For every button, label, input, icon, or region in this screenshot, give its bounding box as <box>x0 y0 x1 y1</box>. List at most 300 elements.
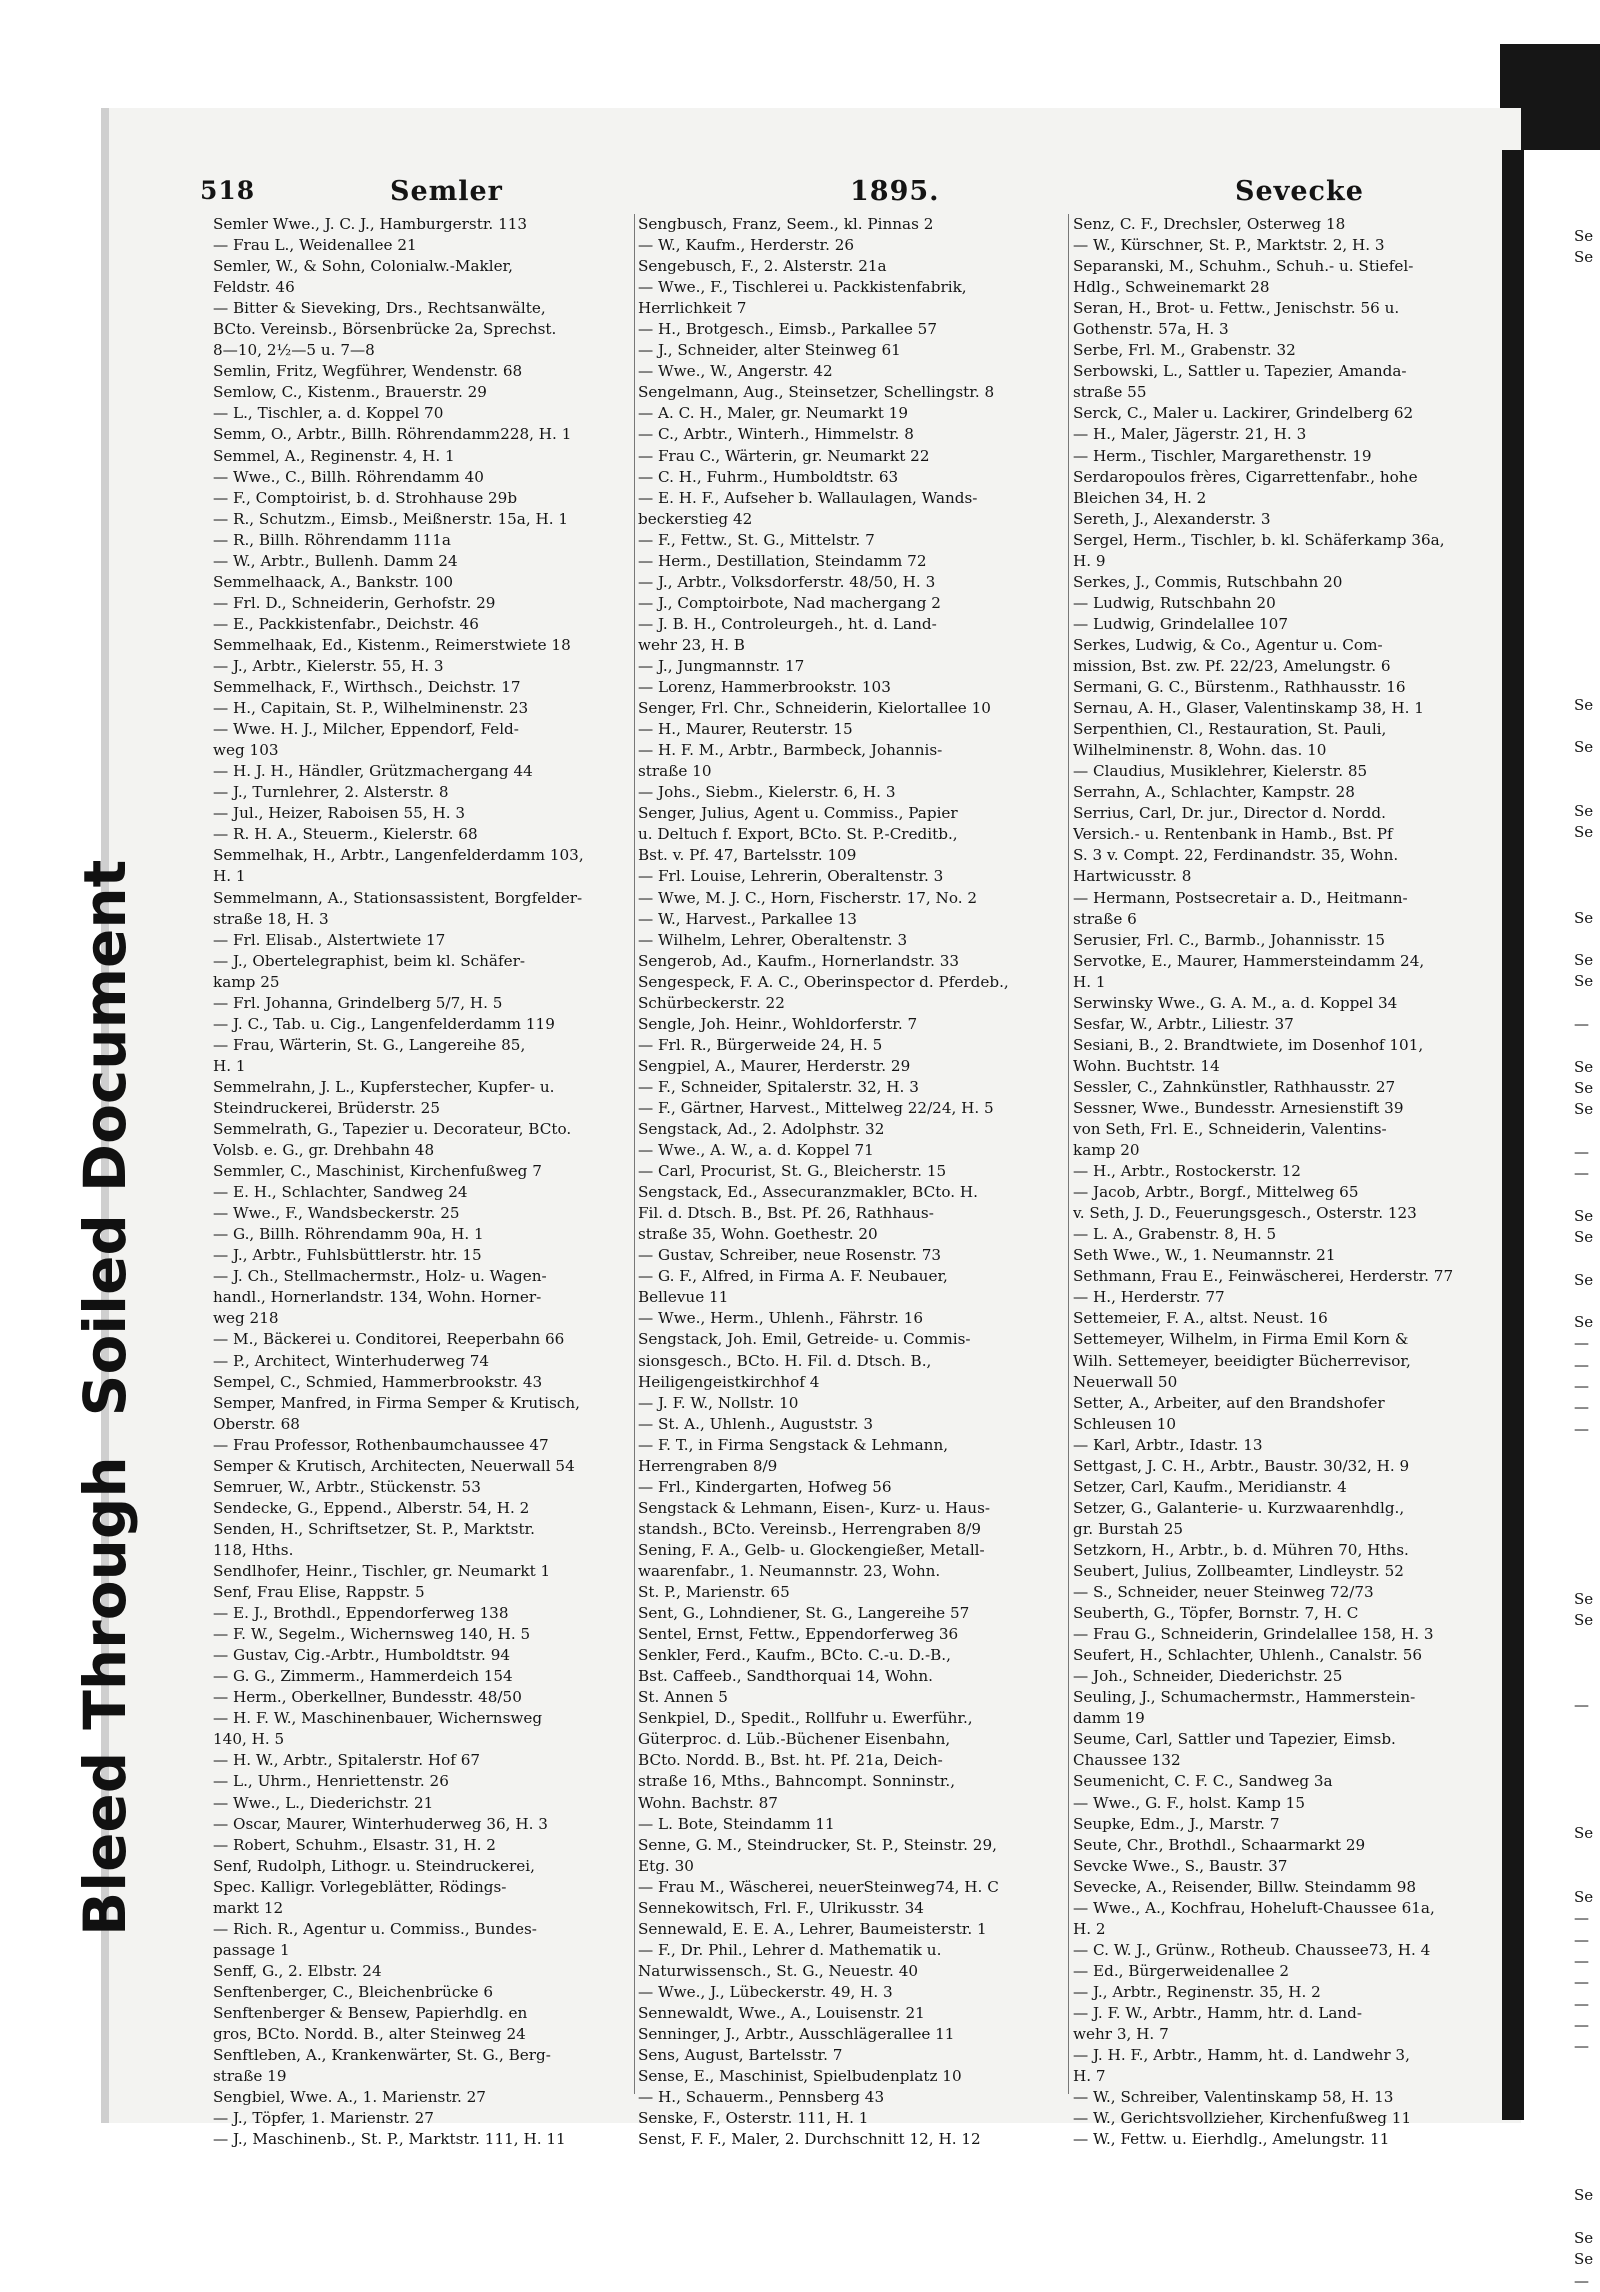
directory-entry-line: Seupke, Edm., J., Marstr. 7 <box>1073 1814 1280 1833</box>
directory-entry-line: Wilhelminenstr. 8, Wohn. das. 10 <box>1073 741 1327 760</box>
directory-entry-line: Sengbusch, Franz, Seem., kl. Pinnas 2 <box>638 215 934 233</box>
directory-entry-line: — P., Architect, Winterhuderweg 74 <box>213 1351 490 1370</box>
directory-entry-line: Schürbeckerstr. 22 <box>638 993 785 1012</box>
directory-entry-line: — H. J. H., Händler, Grützmachergang 44 <box>213 762 533 781</box>
header-first-entry: Semler <box>390 176 503 207</box>
directory-entry-line: Sergel, Herm., Tischler, b. kl. Schäferkamp 36a, <box>1073 530 1445 549</box>
directory-entry-line: Herrengraben 8/9 <box>638 1456 778 1475</box>
directory-entry-line: — Wwe., J., Lübeckerstr. 49, H. 3 <box>638 1982 893 2001</box>
directory-entry-line: markt 12 <box>213 1898 284 1917</box>
directory-entry-line: — Jacob, Arbtr., Borgf., Mittelweg 65 <box>1073 1183 1359 1202</box>
directory-entry-line: Serkes, Ludwig, & Co., Agentur u. Com- <box>1073 635 1383 654</box>
fragment-line <box>1574 609 1600 630</box>
fragment-line <box>1574 1738 1600 1759</box>
directory-entry-line: Semmelmann, A., Stationsassistent, Borgfelder- <box>213 888 583 907</box>
fragment-line <box>1574 1866 1600 1887</box>
fragment-line <box>1574 460 1600 481</box>
fragment-line: — <box>1574 2271 1589 2290</box>
fragment-line <box>1574 524 1600 545</box>
directory-entry-line: von Seth, Frl. E., Schneiderin, Valentins- <box>1073 1120 1387 1139</box>
fragment-line: — <box>1574 1377 1589 1396</box>
directory-entry-line: straße 10 <box>638 762 712 781</box>
directory-entry-line: — F., Gärtner, Harvest., Mittelweg 22/24, H. 5 <box>638 1098 994 1117</box>
directory-entry-line: Sendlhofer, Heinr., Tischler, gr. Neumarkt 1 <box>213 1562 551 1580</box>
directory-entry-line: kamp 25 <box>213 972 280 991</box>
directory-entry-line: Seute, Chr., Brothdl., Schaarmarkt 29 <box>1073 1835 1366 1854</box>
fragment-line <box>1574 2079 1600 2100</box>
fragment-line: Se <box>1574 1270 1594 1289</box>
directory-entry-line: Seuberth, G., Töpfer, Bornstr. 7, H. C <box>1073 1604 1359 1623</box>
directory-entry-line: Semper, Manfred, in Firma Semper & Krutisch, <box>213 1393 580 1412</box>
fragment-line: — <box>1574 1398 1589 1417</box>
directory-entry-line: Heiligengeistkirchhof 4 <box>638 1372 820 1391</box>
fragment-line <box>1574 2121 1600 2142</box>
directory-entry-line: Sesiani, B., 2. Brandtwiete, im Dosenhof 101, <box>1073 1035 1424 1054</box>
directory-entry-line: wehr 3, H. 7 <box>1073 2025 1169 2044</box>
fragment-line <box>1574 1546 1600 1567</box>
directory-entry-line: — Wwe. H. J., Milcher, Eppendorf, Feld- <box>213 720 519 739</box>
directory-entry-line: straße 6 <box>1073 909 1137 928</box>
directory-entry-line: Seumenicht, C. F. C., Sandweg 3a <box>1073 1772 1333 1791</box>
directory-entry-line: — Frau L., Weidenallee 21 <box>213 236 417 255</box>
directory-entry-line: Semper & Krutisch, Architecten, Neuerwall 54 <box>213 1456 575 1475</box>
directory-entry-line: Feldstr. 46 <box>213 278 295 297</box>
fragment-line <box>1574 1120 1600 1141</box>
directory-entry-line: — J., Comptoirbote, Nad machergang 2 <box>638 593 941 612</box>
directory-entry-line: — Frau, Wärterin, St. G., Langereihe 85, <box>213 1035 526 1054</box>
directory-entry-line: handl., Hornerlandstr. 134, Wohn. Horner- <box>213 1288 542 1307</box>
directory-entry-line: H. 1 <box>1073 972 1106 991</box>
directory-entry-line: Spec. Kalligr. Vorlegeblätter, Rödings- <box>213 1877 507 1896</box>
fragment-line: Se <box>1574 248 1594 267</box>
fragment-line: Se <box>1574 2186 1594 2205</box>
fragment-line <box>1574 1461 1600 1482</box>
directory-entry-line: — Herm., Destillation, Steindamm 72 <box>638 551 927 570</box>
directory-entry-line: Serusier, Frl. C., Barmb., Johannisstr. 15 <box>1073 930 1386 949</box>
fragment-line: — <box>1574 1334 1589 1353</box>
directory-entry-line: Bellevue 11 <box>638 1288 729 1307</box>
directory-entry-line: — Wwe., A., Kochfrau, Hoheluft-Chaussee 61a, <box>1073 1898 1435 1917</box>
directory-entry-line: Sengstack, Ad., 2. Adolphstr. 32 <box>638 1120 885 1139</box>
fragment-line <box>1574 290 1600 311</box>
directory-entry-line: — E. H., Schlachter, Sandweg 24 <box>213 1183 468 1202</box>
fragment-line <box>1574 886 1600 907</box>
fragment-line: Se <box>1574 972 1594 991</box>
directory-entry-line: — J., Jungmannstr. 17 <box>638 656 805 675</box>
fragment-line: Se <box>1574 1057 1594 1076</box>
directory-entry-line: Senff, G., 2. Elbstr. 24 <box>213 1961 382 1980</box>
directory-entry-line: BCto. Nordd. B., Bst. ht. Pf. 21a, Deich- <box>638 1751 943 1770</box>
directory-entry-line: — Ed., Bürgerweidenallee 2 <box>1073 1961 1290 1980</box>
fragment-line <box>1574 2207 1600 2228</box>
fragment-line: Se <box>1574 227 1594 245</box>
fragment-line <box>1574 1781 1600 1802</box>
directory-entry-line: standsh., BCto. Vereinsb., Herrengraben 8/9 <box>638 1519 981 1538</box>
fragment-line <box>1574 1248 1600 1269</box>
directory-entry-line: — Wwe., Herm., Uhlenh., Fährstr. 16 <box>638 1309 924 1328</box>
directory-entry-line: — Bitter & Sieveking, Drs., Rechtsanwälte, <box>213 299 546 318</box>
directory-entry-line: Semmelrath, G., Tapezier u. Decorateur, BCto. <box>213 1120 572 1139</box>
directory-entry-line: — J., Arbtr., Fuhlsbüttlerstr. htr. 15 <box>213 1246 482 1265</box>
directory-entry-line: Separanski, M., Schuhm., Schuh.- u. Stiefel- <box>1073 257 1414 276</box>
fragment-line <box>1574 545 1600 566</box>
directory-entry-line: — J., Arbtr., Reginenstr. 35, H. 2 <box>1073 1982 1321 2001</box>
fragment-line <box>1574 1717 1600 1738</box>
directory-entry-line: — J., Arbtr., Volksdorferstr. 48/50, H. 3 <box>638 572 936 591</box>
fragment-line <box>1574 354 1600 375</box>
directory-entry-line: Senne, G. M., Steindrucker, St. P., Steinstr. 29, <box>638 1835 997 1854</box>
stamp-word-2: Through <box>71 1456 139 1730</box>
fragment-line: Se <box>1574 1824 1594 1843</box>
directory-entry-line: — Jul., Heizer, Raboisen 55, H. 3 <box>213 804 466 823</box>
directory-entry-line: — F., Comptoirist, b. d. Strohhause 29b <box>213 488 518 507</box>
directory-entry-line: Setzer, Carl, Kaufm., Meridianstr. 4 <box>1073 1477 1347 1496</box>
column-divider-1 <box>634 214 635 2094</box>
fragment-line <box>1574 375 1600 396</box>
directory-entry-line: St. P., Marienstr. 65 <box>638 1583 790 1602</box>
directory-entry-line: Naturwissensch., St. G., Neuestr. 40 <box>638 1961 919 1980</box>
fragment-line <box>1574 2100 1600 2121</box>
fragment-line <box>1574 1759 1600 1780</box>
directory-entry-line: straße 35, Wohn. Goethestr. 20 <box>638 1225 878 1244</box>
directory-entry-line: Semmelhaack, A., Bankstr. 100 <box>213 572 454 591</box>
fragment-line: Se <box>1574 1590 1594 1608</box>
directory-entry-line: sionsgesch., BCto. H. Fil. d. Dtsch. B., <box>638 1351 932 1370</box>
directory-entry-line: beckerstieg 42 <box>638 509 753 528</box>
directory-entry-line: waarenfabr., 1. Neumannstr. 23, Wohn. <box>638 1562 941 1580</box>
fragment-line: Se <box>1574 1227 1594 1246</box>
directory-entry-line: — H., Brotgesch., Eimsb., Parkallee 57 <box>638 320 937 339</box>
header-last-entry: Sevecke <box>1235 176 1364 207</box>
directory-entry-line: — Frl. Louise, Lehrerin, Oberaltenstr. 3 <box>638 867 944 886</box>
directory-entry-line: kamp 20 <box>1073 1141 1140 1160</box>
fragment-line <box>1574 1483 1600 1504</box>
column-divider-2 <box>1068 214 1069 2094</box>
directory-entry-line: — W., Fettw. u. Eierhdlg., Amelungstr. 11 <box>1073 2130 1390 2149</box>
directory-entry-line: Sengstack, Ed., Assecuranzmakler, BCto. H. <box>638 1183 978 1202</box>
directory-entry-line: Servotke, E., Maurer, Hammersteindamm 24, <box>1073 951 1425 970</box>
directory-entry-line: — Wwe., A. W., a. d. Koppel 71 <box>638 1141 874 1160</box>
directory-entry-line: Serrahn, A., Schlachter, Kampstr. 28 <box>1073 783 1355 802</box>
directory-entry-line: Settgast, J. C. H., Arbtr., Baustr. 30/32, H. 9 <box>1073 1456 1410 1475</box>
directory-entry-line: — W., Harvest., Parkallee 13 <box>638 909 857 928</box>
directory-entry-line: — H. F. M., Arbtr., Barmbeck, Johannis- <box>638 741 943 760</box>
fragment-line <box>1574 631 1600 652</box>
fragment-line <box>1574 1184 1600 1205</box>
directory-entry-line: H. 7 <box>1073 2067 1106 2086</box>
directory-entry-line: Wilh. Settemeyer, beeidigter Bücherrevisor, <box>1073 1351 1411 1370</box>
directory-entry-line: — F., Schneider, Spitalerstr. 32, H. 3 <box>638 1077 919 1096</box>
directory-entry-line: Senger, Julius, Agent u. Commiss., Papier <box>638 804 958 823</box>
directory-entry-line: Sengstack, Joh. Emil, Getreide- u. Commis- <box>638 1330 971 1349</box>
directory-entry-line: Sernau, A. H., Glaser, Valentinskamp 38, H. 1 <box>1073 699 1424 718</box>
fragment-line <box>1574 439 1600 460</box>
directory-entry-line: Semm, O., Arbtr., Billh. Röhrendamm228, H. 1 <box>213 425 572 444</box>
directory-entry-line: Semmelrahn, J. L., Kupferstecher, Kupfer- u. <box>213 1077 555 1096</box>
directory-entry-line: — W., Gerichtsvollzieher, Kirchenfußweg 11 <box>1073 2109 1412 2128</box>
directory-entry-line: — M., Bäckerei u. Conditorei, Reeperbahn 66 <box>213 1330 565 1349</box>
directory-entry-line: — W., Schreiber, Valentinskamp 58, H. 13 <box>1073 2088 1394 2107</box>
directory-entry-line: — J., Schneider, alter Steinweg 61 <box>638 341 901 360</box>
directory-entry-line: Versich.- u. Rentenbank in Hamb., Bst. Pf <box>1073 825 1393 844</box>
directory-entry-line: straße 55 <box>1073 383 1147 402</box>
directory-entry-line: — H. W., Arbtr., Spitalerstr. Hof 67 <box>213 1751 481 1770</box>
stamp-word-4: Document <box>71 859 139 1193</box>
directory-entry-line: Seufert, H., Schlachter, Uhlenh., Canalstr. 56 <box>1073 1646 1423 1665</box>
fragment-line: Se <box>1574 951 1594 970</box>
directory-entry-line: Sennekowitsch, Frl. F., Ulrikusstr. 34 <box>638 1898 924 1917</box>
fragment-line: — <box>1574 1419 1589 1438</box>
directory-entry-line: BCto. Vereinsb., Börsenbrücke 2a, Sprechst. <box>213 320 557 339</box>
directory-entry-line: Sense, E., Maschinist, Spielbudenplatz 10 <box>638 2067 962 2086</box>
fragment-line <box>1574 1674 1600 1695</box>
directory-entry-line: weg 103 <box>213 741 279 760</box>
directory-entry-line: Sennewaldt, Wwe., A., Louisenstr. 21 <box>638 2003 925 2022</box>
directory-entry-line: straße 19 <box>213 2067 287 2086</box>
fragment-line <box>1574 780 1600 801</box>
directory-entry-line: — S., Schneider, neuer Steinweg 72/73 <box>1073 1583 1374 1602</box>
fragment-line: Se <box>1574 802 1594 821</box>
directory-entry-line: — J., Arbtr., Kielerstr. 55, H. 3 <box>213 656 444 675</box>
directory-entry-line: Senninger, J., Arbtr., Ausschlägerallee 11 <box>638 2025 955 2044</box>
fragment-line <box>1574 1568 1600 1589</box>
fragment-line <box>1574 1440 1600 1461</box>
bleed-through-stamp <box>50 636 160 1936</box>
directory-entry-line: Serwinsky Wwe., G. A. M., a. d. Koppel 34 <box>1073 993 1398 1012</box>
fragment-line <box>1574 865 1600 886</box>
directory-entry-line: — Wwe., C., Billh. Röhrendamm 40 <box>213 467 484 486</box>
directory-entry-line: Sesfar, W., Arbtr., Liliestr. 37 <box>1073 1014 1294 1033</box>
fragment-line <box>1574 1845 1600 1866</box>
directory-entry-line: — L., Uhrm., Henriettenstr. 26 <box>213 1772 449 1791</box>
directory-column-3 <box>1073 214 1498 2150</box>
directory-entry-line: — J. F. W., Arbtr., Hamm, htr. d. Land- <box>1073 2003 1363 2022</box>
directory-entry-line: Sengpiel, A., Maurer, Herderstr. 29 <box>638 1056 911 1075</box>
directory-entry-line: — J., Töpfer, 1. Marienstr. 27 <box>213 2109 434 2128</box>
directory-entry-line: H. 2 <box>1073 1919 1106 1938</box>
fragment-line: — <box>1574 1973 1589 1992</box>
directory-entry-line: — Frl. Johanna, Grindelberg 5/7, H. 5 <box>213 993 503 1012</box>
directory-entry-line: — Wwe., F., Wandsbeckerstr. 25 <box>213 1204 460 1223</box>
directory-entry-line: — R. H. A., Steuerm., Kielerstr. 68 <box>213 825 478 844</box>
directory-entry-line: Sethmann, Frau E., Feinwäscherei, Herderstr. 77 <box>1073 1267 1454 1286</box>
directory-entry-line: — L., Tischler, a. d. Koppel 70 <box>213 404 444 423</box>
directory-entry-line: Neuerwall 50 <box>1073 1372 1178 1391</box>
directory-entry-line: — Frl. Elisab., Alstertwiete 17 <box>213 930 446 949</box>
directory-entry-line: Serkes, J., Commis, Rutschbahn 20 <box>1073 572 1343 591</box>
directory-entry-line: — Herm., Tischler, Margarethenstr. 19 <box>1073 446 1372 465</box>
directory-entry-line: — Gustav, Schreiber, neue Rosenstr. 73 <box>638 1246 942 1265</box>
directory-entry-line: — Ludwig, Grindelallee 107 <box>1073 614 1288 633</box>
directory-entry-line: — H., Arbtr., Rostockerstr. 12 <box>1073 1162 1301 1181</box>
fragment-line: — <box>1574 2037 1589 2056</box>
directory-entry-line: Bst. Caffeeb., Sandthorquai 14, Wohn. <box>638 1667 933 1686</box>
fragment-line <box>1574 993 1600 1014</box>
fragment-line: — <box>1574 1142 1589 1161</box>
directory-entry-line: Gothenstr. 57a, H. 3 <box>1073 320 1229 339</box>
directory-entry-line: Semler Wwe., J. C. J., Hamburgerstr. 113 <box>213 215 528 233</box>
directory-entry-line: — H., Capitain, St. P., Wilhelminenstr. 23 <box>213 699 529 718</box>
directory-entry-line: Wohn. Bachstr. 87 <box>638 1793 778 1812</box>
directory-entry-line: — W., Kaufm., Herderstr. 26 <box>638 236 855 255</box>
directory-entry-line: Herrlichkeit 7 <box>638 299 747 318</box>
fragment-line <box>1574 482 1600 503</box>
directory-entry-line: Seubert, Julius, Zollbeamter, Lindleystr. 52 <box>1073 1562 1404 1580</box>
directory-entry-line: — J. C., Tab. u. Cig., Langenfelderdamm 119 <box>213 1014 555 1033</box>
directory-entry-line: Bst. v. Pf. 47, Bartelsstr. 109 <box>638 846 857 865</box>
directory-entry-line: — R., Schutzm., Eimsb., Meißnerstr. 15a, H. 1 <box>213 509 569 528</box>
directory-entry-line: 118, Hths. <box>213 1540 294 1559</box>
directory-entry-line: — H., Herderstr. 77 <box>1073 1288 1225 1307</box>
directory-entry-line: Sempel, C., Schmied, Hammerbrookstr. 43 <box>213 1372 543 1391</box>
directory-entry-line: Setter, A., Arbeiter, auf den Brandshofer <box>1073 1393 1385 1412</box>
directory-entry-line: — Wwe., L., Diederichstr. 21 <box>213 1793 434 1812</box>
fragment-line: — <box>1574 1994 1589 2013</box>
directory-entry-line: Sens, August, Bartelsstr. 7 <box>638 2046 843 2065</box>
directory-entry-line: Sendecke, G., Eppend., Alberstr. 54, H. 2 <box>213 1498 530 1517</box>
directory-entry-line: Setzer, G., Galanterie- u. Kurzwaarenhdlg., <box>1073 1498 1405 1517</box>
directory-entry-line: — W., Arbtr., Bullenh. Damm 24 <box>213 551 458 570</box>
header-year: 1895. <box>850 176 940 207</box>
directory-entry-line: — Frau Professor, Rothenbaumchaussee 47 <box>213 1435 549 1454</box>
directory-entry-line: Sennewald, E. E. A., Lehrer, Baumeisterstr. 1 <box>638 1919 987 1938</box>
directory-entry-line: Senkpiel, D., Spedit., Rollfuhr u. Ewerführ., <box>638 1709 973 1728</box>
directory-entry-line: damm 19 <box>1073 1709 1145 1728</box>
directory-entry-line: — J. Ch., Stellmachermstr., Holz- u. Wagen- <box>213 1267 547 1286</box>
fragment-line <box>1574 2143 1600 2164</box>
directory-entry-line: — H. F. W., Maschinenbauer, Wichernsweg <box>213 1709 543 1728</box>
directory-entry-line: — Wwe, M. J. C., Horn, Fischerstr. 17, No. 2 <box>638 888 978 907</box>
directory-entry-line: Semmelhaak, Ed., Kistenm., Reimerstwiete 18 <box>213 635 571 654</box>
directory-entry-line: Fil. d. Dtsch. B., Bst. Pf. 26, Rathhaus- <box>638 1204 934 1223</box>
fragment-line: — <box>1574 1014 1589 1033</box>
directory-entry-line: — Karl, Arbtr., Idastr. 13 <box>1073 1435 1263 1454</box>
directory-entry-line: Bleichen 34, H. 2 <box>1073 488 1207 507</box>
page-header <box>200 176 1500 216</box>
fragment-line <box>1574 1291 1600 1312</box>
directory-entry-line: Sengelmann, Aug., Steinsetzer, Schellingstr. 8 <box>638 383 995 402</box>
fragment-line <box>1574 1632 1600 1653</box>
directory-entry-line: Chaussee 132 <box>1073 1751 1181 1770</box>
fragment-line <box>1574 588 1600 609</box>
fragment-line <box>1574 716 1600 737</box>
directory-entry-line: — Frau G., Schneiderin, Grindelallee 158, H. 3 <box>1073 1625 1434 1644</box>
directory-entry-line: Settemeier, F. A., altst. Neust. 16 <box>1073 1309 1328 1328</box>
directory-entry-line: Seth Wwe., W., 1. Neumannstr. 21 <box>1073 1246 1336 1265</box>
fragment-line: Se <box>1574 1611 1594 1630</box>
directory-entry-line: — Wwe., W., Angerstr. 42 <box>638 362 833 381</box>
directory-entry-line: Sent, G., Lohndiener, St. G., Langereihe 57 <box>638 1604 970 1623</box>
directory-entry-line: Semlow, C., Kistenm., Brauerstr. 29 <box>213 383 487 402</box>
next-page-fragment <box>1574 226 1600 2292</box>
directory-entry-line: Serck, C., Maler u. Lackirer, Grindelberg 62 <box>1073 404 1414 423</box>
directory-entry-line: Semlin, Fritz, Wegführer, Wendenstr. 68 <box>213 362 523 381</box>
directory-entry-line: Serbe, Frl. M., Grabenstr. 32 <box>1073 341 1296 360</box>
directory-entry-line: weg 218 <box>213 1309 279 1328</box>
directory-entry-line: S. 3 v. Compt. 22, Ferdinandstr. 35, Wohn. <box>1073 846 1399 865</box>
fragment-line <box>1574 1653 1600 1674</box>
directory-entry-line: — H., Maler, Jägerstr. 21, H. 3 <box>1073 425 1307 444</box>
directory-entry-line: Semmelhak, H., Arbtr., Langenfelderdamm 103, <box>213 846 584 865</box>
fragment-line: Se <box>1574 2250 1594 2269</box>
directory-entry-line: Seume, Carl, Sattler und Tapezier, Eimsb. <box>1073 1730 1396 1749</box>
fragment-line: — <box>1574 1952 1589 1971</box>
directory-entry-line: — H., Schauerm., Pennsberg 43 <box>638 2088 885 2107</box>
directory-entry-line: gr. Burstah 25 <box>1073 1519 1184 1538</box>
directory-entry-line: Sermani, G. C., Bürstenm., Rathhausstr. 16 <box>1073 678 1406 697</box>
directory-entry-line: Senz, C. F., Drechsler, Osterweg 18 <box>1073 215 1346 233</box>
fragment-line: Se <box>1574 1888 1594 1907</box>
directory-entry-line: Sevcke Wwe., S., Baustr. 37 <box>1073 1856 1288 1875</box>
directory-entry-line: H. 1 <box>213 867 246 886</box>
directory-entry-line: straße 18, H. 3 <box>213 909 329 928</box>
directory-entry-line: — Hermann, Postsecretair a. D., Heitmann- <box>1073 888 1408 907</box>
fragment-line <box>1574 758 1600 779</box>
fragment-line: — <box>1574 1930 1589 1949</box>
directory-entry-line: Sereth, J., Alexanderstr. 3 <box>1073 509 1271 528</box>
directory-entry-line: 8—10, 2½—5 u. 7—8 <box>213 341 375 360</box>
fragment-line: Se <box>1574 908 1594 927</box>
directory-entry-line: passage 1 <box>213 1940 290 1959</box>
fragment-line: Se <box>1574 823 1594 842</box>
directory-entry-line: Senftenberger, C., Bleichenbrücke 6 <box>213 1982 494 2001</box>
stamp-word-3: Soiled <box>71 1214 139 1417</box>
directory-entry-line: — Wilhelm, Lehrer, Oberaltenstr. 3 <box>638 930 908 949</box>
fragment-line <box>1574 1525 1600 1546</box>
directory-entry-line: — F., Fettw., St. G., Mittelstr. 7 <box>638 530 875 549</box>
directory-entry-line: Senftenberger & Bensew, Papierhdlg. en <box>213 2003 528 2022</box>
directory-entry-line: H. 9 <box>1073 551 1106 570</box>
fragment-line <box>1574 567 1600 588</box>
directory-entry-line: — J., Obertelegraphist, beim kl. Schäfer- <box>213 951 525 970</box>
directory-entry-line: 140, H. 5 <box>213 1730 285 1749</box>
directory-entry-line: Seuling, J., Schumachermstr., Hammerstein- <box>1073 1688 1416 1707</box>
directory-entry-line: — Frau C., Wärterin, gr. Neumarkt 22 <box>638 446 930 465</box>
directory-entry-line: — Oscar, Maurer, Winterhuderweg 36, H. 3 <box>213 1814 548 1833</box>
directory-entry-line: — G., Billh. Röhrendamm 90a, H. 1 <box>213 1225 484 1244</box>
directory-entry-line: Schleusen 10 <box>1073 1414 1177 1433</box>
fragment-line <box>1574 311 1600 332</box>
scan-border-right <box>1502 150 1524 2120</box>
fragment-line: Se <box>1574 695 1594 714</box>
fragment-line <box>1574 652 1600 673</box>
directory-entry-line: Wohn. Buchtstr. 14 <box>1073 1056 1220 1075</box>
directory-entry-line: — R., Billh. Röhrendamm 111a <box>213 530 451 549</box>
fragment-line <box>1574 2164 1600 2185</box>
directory-entry-line: Serrius, Carl, Dr. jur., Director d. Nordd. <box>1073 804 1386 823</box>
directory-entry-line: — Wwe., F., Tischlerei u. Packkistenfabrik, <box>638 278 967 297</box>
directory-entry-line: — E. J., Brothdl., Eppendorferweg 138 <box>213 1604 509 1623</box>
directory-entry-line: — J., Turnlehrer, 2. Alsterstr. 8 <box>213 783 449 802</box>
fragment-line: — <box>1574 1355 1589 1374</box>
fragment-line <box>1574 929 1600 950</box>
directory-entry-line: Semmler, C., Maschinist, Kirchenfußweg 7 <box>213 1162 542 1181</box>
fragment-line: Se <box>1574 1313 1594 1332</box>
fragment-line <box>1574 503 1600 524</box>
directory-entry-line: — Wwe., G. F., holst. Kamp 15 <box>1073 1793 1306 1812</box>
directory-entry-line: — G. G., Zimmerm., Hammerdeich 154 <box>213 1667 513 1686</box>
directory-entry-line: Volsb. e. G., gr. Drehbahn 48 <box>213 1141 435 1160</box>
directory-entry-line: — J. B. H., Controleurgeh., ht. d. Land- <box>638 614 937 633</box>
directory-entry-line: Oberstr. 68 <box>213 1414 300 1433</box>
directory-entry-line: — F. W., Segelm., Wichernsweg 140, H. 5 <box>213 1625 531 1644</box>
directory-entry-line: Senden, H., Schriftsetzer, St. P., Marktstr. <box>213 1519 535 1538</box>
directory-entry-line: Sengerob, Ad., Kaufm., Hornerlandstr. 33 <box>638 951 960 970</box>
directory-entry-line: Semmelhack, F., Wirthsch., Deichstr. 17 <box>213 678 521 697</box>
directory-entry-line: wehr 23, H. B <box>638 635 745 654</box>
fragment-line <box>1574 269 1600 290</box>
fragment-line: Se <box>1574 738 1594 757</box>
